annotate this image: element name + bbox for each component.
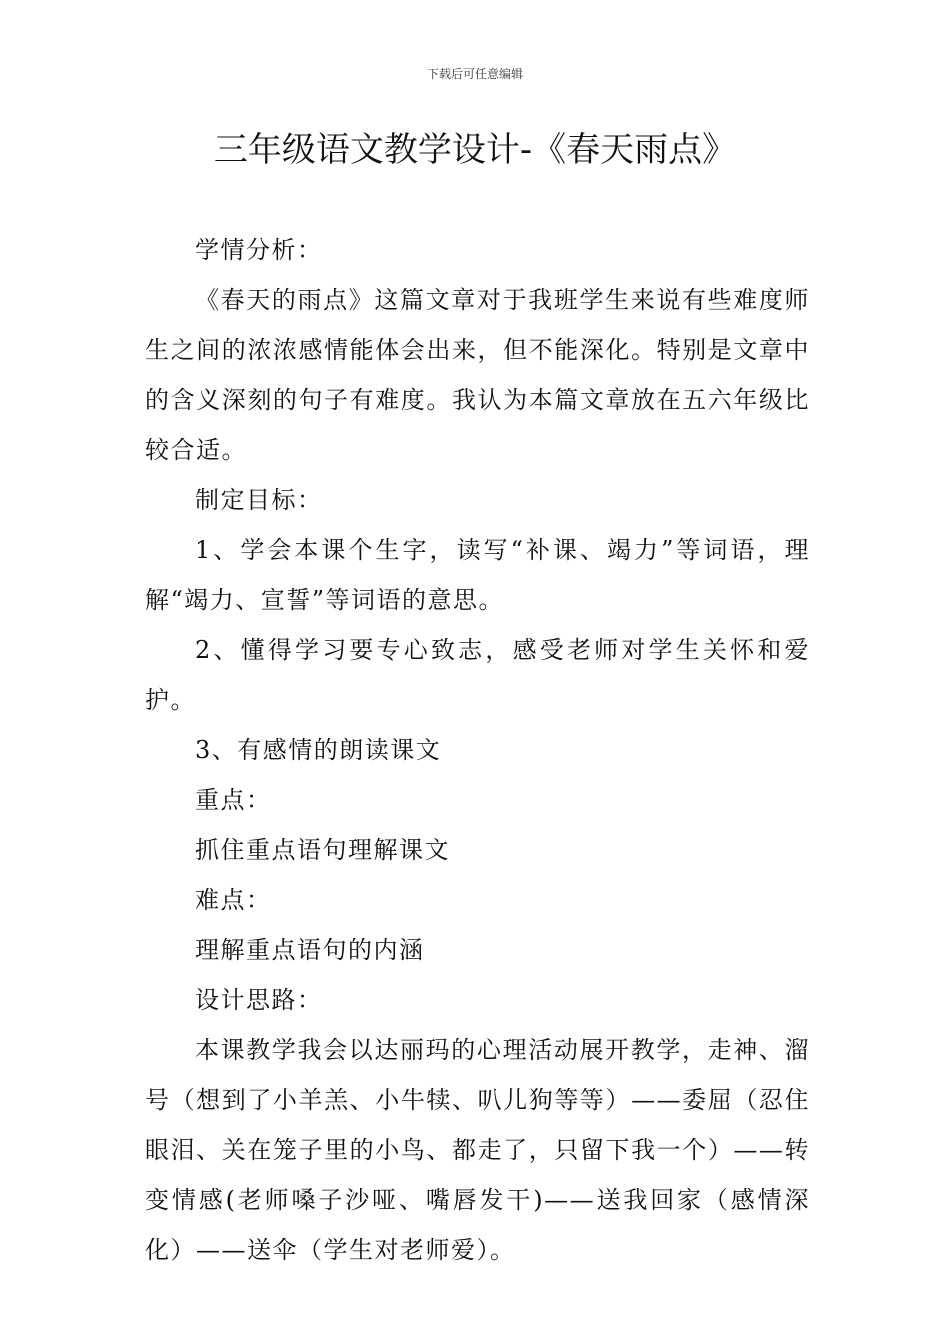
section-heading-analysis: 学情分析：: [195, 236, 323, 264]
document-title: 三年级语文教学设计-《春天雨点》: [213, 130, 737, 170]
section-heading-goals: 制定目标：: [195, 486, 323, 514]
section-heading-key-points: 重点：: [195, 786, 272, 814]
goal-item-1: 1、学会本课个生字，读写“补课、竭力”等词语，理解“竭力、宣誓”等词语的意思。: [145, 536, 810, 614]
section-heading-difficulties: 难点：: [195, 886, 272, 914]
header-note: 下载后可任意编辑: [426, 67, 523, 81]
design-paragraph: 本课教学我会以达丽玛的心理活动展开教学，走神、溜号（想到了小羊羔、小牛犊、叭儿狗等等）——委屈（忍住眼泪、关在笼子里的小鸟、都走了，只留下我一个）——转变情感(老师嗓子沙哑、嘴唇发干)——送我回家（感情深化）——送伞（学生对老师爱）。: [145, 1036, 810, 1264]
goal-item-3: 3、有感情的朗读课文: [195, 736, 442, 764]
section-heading-design: 设计思路：: [195, 986, 323, 1014]
document-body: [145, 225, 810, 1275]
difficulties-text: 理解重点语句的内涵: [195, 936, 425, 964]
analysis-paragraph: 《春天的雨点》这篇文章对于我班学生来说有些难度师生之间的浓浓感情能体会出来，但不能深化。特别是文章中的含义深刻的句子有难度。我认为本篇文章放在五六年级比较合适。: [145, 286, 810, 464]
key-points-text: 抓住重点语句理解课文: [195, 836, 450, 864]
goal-item-2: 2、懂得学习要专心致志，感受老师对学生关怀和爱护。: [145, 636, 810, 714]
